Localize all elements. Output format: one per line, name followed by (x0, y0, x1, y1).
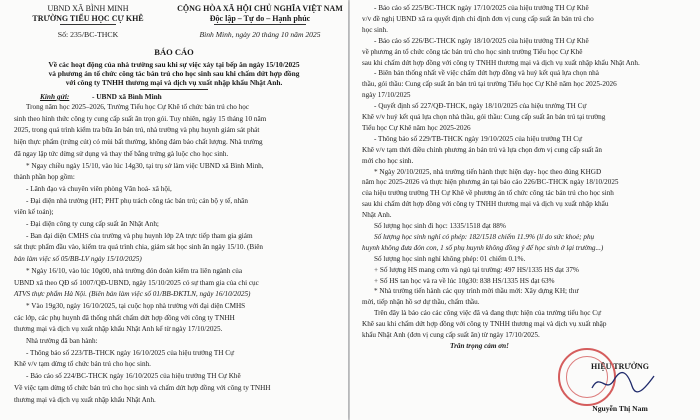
body-line: sau khi chấm dứt hợp đồng với công ty TNHH thương mại và dịch vụ xuất nhập khẩu (362, 200, 609, 209)
body-line: hiện thực phẩm (trứng cút) có mùi bất thường, không đảm bảo chất lượng. Nhà trường (14, 138, 263, 147)
body-line: Trong năm học 2025–2026, Trường Tiểu học Cự Khê tổ chức bán trú cho học (26, 103, 250, 111)
body-line: Khê sau khi chấm dứt hợp đồng với công ty TNHH thương mại và dịch vụ xuất nhập (362, 320, 607, 329)
body-line: mời, tiếp nhận hồ sơ dự thầu, chấm thầu. (362, 298, 480, 307)
body-line: + Số lượng HS mang cơm và ngủ tại trường: 497 HS/1335 HS đạt 37% (374, 265, 579, 274)
body-line: đã ngay lập tức dừng sử dụng và thay thế bằng trứng gà luộc cho học sinh. (14, 149, 229, 158)
body-line: của hiệu trưởng trường TH Cự Khê về phương án tổ chức công tác bán trú cho học sinh (362, 189, 614, 198)
subject-line: Về các hoạt động của nhà trường sau khi sự việc xảy tại bếp ăn ngày 15/10/2025 (48, 60, 300, 69)
body-line: * Ngay chiều ngày 15/10, vào lúc 14g30, tại trụ sở làm việc UBND xã Bình Minh, (26, 161, 264, 170)
body-line: Khê v/v tạm dừng tổ chức bán trú cho học sinh. (14, 360, 151, 369)
body-line: - Lãnh đạo và chuyên viên phòng Văn hoá- xã hội, (26, 184, 172, 193)
body-line: Khê v/v huỷ kết quả lựa chọn nhà thầu, gói thầu: Cung cấp suất ăn bán trú tại trường (362, 113, 606, 121)
body-line: - Đại diện nhà trường (HT; PHT phụ trách công tác bán trú; cán bộ y tế, nhân (26, 196, 248, 205)
org-name: TRƯỜNG TIỂU HỌC CỰ KHÊ (32, 13, 144, 23)
doc-number: Số: 235/BC-THCK (57, 30, 119, 39)
doc-type: BÁO CÁO (154, 47, 194, 57)
body-line: khẩu Nhật Anh (đơn vị cung cấp suất ăn) từ ngày 17/10/2025. (362, 331, 540, 339)
body-line: thương mại và dịch vụ xuất nhập khẩu Nhật Anh. (14, 395, 156, 404)
body-line: sau khi chấm dứt hợp đồng với công ty TNHH thương mại và dịch vụ xuất nhập khẩu Nhật Anh. (362, 58, 640, 67)
body-line: ngày 17/10/2025 (362, 91, 411, 100)
body-line: Tiểu học Cự Khê năm học 2025-2026 (362, 123, 471, 132)
date-line: Bình Minh, ngày 20 tháng 10 năm 2025 (199, 30, 321, 39)
org-header (18, 4, 158, 23)
document-page-left (0, 0, 348, 420)
body-line: thành phần họp gồm: (14, 173, 75, 182)
body-line: thầu, gói thầu: Cung cấp suất ăn bán trú tại trường Tiểu học Cự Khê năm học 2025-2026 (362, 80, 617, 89)
nation-header (176, 4, 344, 23)
body-line: Khê v/v tạm thời điều chỉnh phương án bán trú và lựa chọn đơn vị cung cấp suất ăn (362, 145, 602, 154)
body-line: - Báo cáo số 226/BC-THCK ngày 18/10/2025 của hiệu trưởng TH Cự Khê (374, 36, 589, 45)
body-line: viên kế toán); (14, 208, 54, 217)
body-line: sinh theo hình thức công ty cung cấp suất ăn trọn gói. Tuy nhiên, ngày 15 tháng 10 năm (14, 114, 267, 123)
body-line: - Báo cáo số 225/BC-THCK ngày 17/10/2025 của hiệu trưởng TH Cự Khê (374, 4, 589, 12)
signer-name: Nguyễn Thị Nam (592, 404, 648, 413)
recipient: - UBND xã Bình Minh (92, 92, 162, 101)
body-line: Nhật Anh. (362, 211, 392, 220)
body-line: Số lượng học sinh nghỉ có phép: 182/1518 chiếm 11.9% (lí do sức khoẻ; phụ (374, 232, 595, 241)
body-line: 2025, trong quá trình kiểm tra bữa ăn bán trú, nhà trường và phụ huynh giám sát phát (14, 126, 260, 135)
body-line: - Thông báo số 229/TB-THCK ngày 19/10/2025 của hiệu trưởng TH Cự (374, 134, 582, 143)
body-line: các lớp, các phụ huynh đã thống nhất chấm dứt hợp đồng với công ty TNHH (14, 313, 235, 322)
body-line: - Biên bản thống nhất về việc chấm dứt hợp đồng và huỷ kết quả lựa chọn nhà (374, 69, 599, 78)
body-line: thương mại và dịch vụ xuất nhập khẩu Nhật Anh kể từ ngày 17/10/2025. (14, 325, 223, 334)
body-line: - Quyết định số 227/QĐ-THCK, ngày 18/10/2025 của hiệu trưởng TH Cự (374, 102, 587, 111)
body-line: Trân trọng cảm ơn! (450, 341, 509, 350)
body-line: - Báo cáo số 224/BC-THCK ngày 16/10/2025 của hiệu trưởng TH Cự Khê (26, 372, 241, 381)
body-line: về phương án tổ chức công tác bán trú cho học sinh trường Tiểu học Cự Khê (362, 47, 583, 56)
body-line: Về việc tạm dừng tổ chức bán trú cho học sinh và chấm dứt hợp đồng với công ty TNHH (14, 383, 271, 392)
motto-underline (214, 24, 306, 25)
org-underline (60, 24, 116, 25)
nation-name: CỘNG HÒA XÃ HỘI CHỦ NGHĨA VIỆT NAM (177, 4, 343, 13)
body-line: * Ngày 20/10/2025, nhà trường tiến hành thực hiện dạy- học theo đúng KHGD (374, 167, 602, 176)
body-line: + Số HS tan học và ra về lúc 10g30: 838 HS/1335 HS đạt 63% (374, 276, 555, 285)
subject-underline (140, 89, 208, 90)
subject-line: và phương án tổ chức công tác bán trú cho học sinh sau khi chấm dứt hợp đồng (48, 69, 300, 78)
body-line: bản làm việc số 05/BB-LV ngày 15/10/2025) (14, 255, 142, 264)
subject-line: với công ty TNHH thương mại và dịch vụ xuất nhập khẩu Nhật Anh. (65, 78, 283, 87)
body-line: sát thực phẩm đầu vào, kiểm tra quá trình chia, giám sát học sinh ăn ngày 15/10. (Biên (14, 243, 264, 252)
body-line: - Ban đại diện CMHS của trường và phụ huynh lớp 2A trực tiếp tham gia giám (26, 231, 253, 240)
body-line: học sinh. (362, 25, 388, 34)
body-line: * Vào 19g30, ngày 16/10/2025, tại cuộc họp nhà trường với đại diện CMHS (26, 301, 246, 310)
body-line: - Thông báo số 223/TB-THCK ngày 16/10/2025 của hiệu trưởng TH Cự (26, 348, 234, 357)
body-line: * Nhà trường tiến hành các quy trình mời thầu mới: Xây dựng KH; thư (374, 287, 579, 296)
recipient-label-text: Kính gửi: (40, 92, 70, 101)
body-line: ATVS thực phẩm Hà Nội. (Biên bản làm việc số 01/BB-ĐKTLN, ngày 16/10/2025) (14, 290, 251, 299)
body-line: v/v đề nghị UBND xã ra quyết định chỉ định đơn vị cung cấp suất ăn bán trú cho (362, 14, 594, 23)
signer-title: HIỆU TRƯỞNG (590, 362, 649, 371)
body-line: Trên đây là báo cáo các công việc đã và đang thực hiện của trường tiểu học Cự (374, 309, 601, 318)
body-line: Số lượng học sinh đi học: 1335/1518 đạt 88% (374, 222, 506, 230)
motto: Độc lập – Tự do – Hạnh phúc (209, 13, 311, 23)
body-line: * Ngày 16/10, vào lúc 10g00, nhà trường đón đoàn kiểm tra liên ngành của (26, 266, 243, 275)
document-page-right (350, 0, 700, 420)
body-line: năm học 2025-2026 và thực hiện phương án tại báo cáo 226/BC-THCK ngày 18/10/2025 (362, 178, 619, 187)
body-line: mới cho học sinh. (362, 156, 414, 165)
body-line: Số lượng học sinh nghỉ không phép: 01 chiếm 0.1%. (374, 254, 526, 263)
body-line: huynh không đưa đón con, 1 số phụ huynh không đồng ý để học sinh ở lại trường...) (362, 243, 604, 252)
signature-image (588, 370, 658, 396)
body-line: Nhà trường đã ban hành: (26, 337, 98, 345)
recipient-label (40, 92, 69, 101)
org-parent: UBND XÃ BÌNH MINH (47, 4, 129, 13)
body-line: UBND xã theo QĐ số 1007/QĐ-UBND, ngày 15/10/2025 có sự tham gia của chi cục (14, 278, 259, 287)
body-line: - Đại diện công ty cung cấp suất ăn Nhật Anh; (26, 220, 159, 228)
